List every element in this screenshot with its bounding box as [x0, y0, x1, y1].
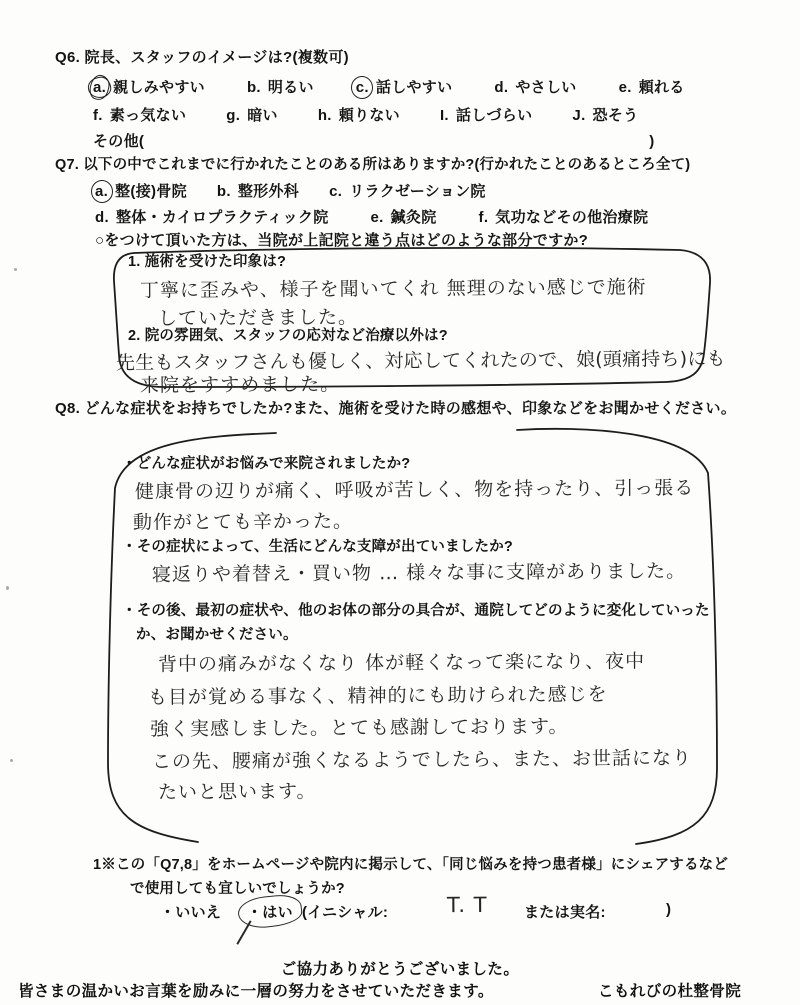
- q6-option-g-letter: g.: [226, 107, 241, 124]
- q7-option-f-label: 気功などその他治療院: [495, 209, 649, 226]
- q6-option-g: [226, 104, 278, 125]
- q8-bullet3-line1: ・その後、最初の症状や、他のお体の部分の具合が、通院してどのように変化していった: [122, 603, 710, 619]
- q7-option-d-label: 整体・カイロプラクティック院: [115, 209, 329, 226]
- q7-prompt: ○をつけて頂いた方は、当院が上記院と違う点はどのような部分ですか?: [95, 232, 589, 249]
- q7-option-e-letter: e.: [370, 209, 384, 226]
- share-close-paren: ): [666, 901, 672, 918]
- scan-speck: [6, 586, 9, 590]
- q7-option-c-letter: c.: [329, 183, 343, 200]
- q6-option-f: [93, 104, 186, 125]
- q7-option-d-letter: d.: [95, 209, 109, 226]
- q6-option-b: [247, 76, 314, 97]
- share-option-no: ・いいえ: [160, 904, 222, 921]
- q6-option-i-letter: I.: [439, 107, 449, 124]
- q6-option-d: [494, 76, 576, 97]
- q6-option-d-letter: d.: [494, 79, 509, 96]
- q6-option-e-letter: e.: [618, 79, 632, 96]
- footer-clinic-name: こもれびの杜整骨院: [598, 983, 742, 1000]
- share-initial-label: (イニシャル:: [302, 904, 389, 921]
- q7-box-item2-answer-line1: 先生もスタッフさんも優しく、対応してくれたので、娘(頭痛持ち)にも: [115, 347, 726, 375]
- q7-option-f: [479, 206, 649, 227]
- share-realname-label: または実名:: [524, 904, 606, 921]
- q6-option-j-label: 恐そう: [592, 107, 639, 124]
- q7-option-a: [95, 180, 187, 201]
- q7-option-c: [329, 180, 486, 201]
- q8-answer2: 寝返りや着替え・買い物 … 様々な事に支障がありました。: [151, 560, 687, 586]
- share-option-yes: [247, 901, 293, 922]
- q6-option-c: [356, 76, 453, 97]
- q8-bullet1: ・どんな症状がお悩みで来院されましたか?: [122, 456, 411, 472]
- q7-option-d: [95, 206, 329, 227]
- q6-options-row1: [93, 76, 685, 97]
- share-initial-value: T. T: [446, 892, 488, 918]
- q6-option-f-label: 素っ気ない: [109, 107, 187, 124]
- q8-answer3-line5: たいと思います。: [157, 780, 317, 804]
- q6-options-row2: [93, 104, 638, 125]
- q6-option-g-label: 暗い: [247, 107, 278, 124]
- q7-option-a-label: 整(接)骨院: [115, 183, 187, 200]
- q8-answer1-line2: 動作がとても辛かった。: [132, 510, 354, 534]
- q6-option-h-letter: h.: [317, 107, 332, 124]
- q6-option-c-letter: c.: [355, 79, 369, 96]
- q6-option-d-label: やさしい: [515, 79, 577, 96]
- q8-answer1-line1: 健康骨の辺りが痛く、呼吸が苦しく、物を持ったり、引っ張る: [134, 477, 695, 503]
- scan-speck: [10, 759, 13, 762]
- q8-bullet2: ・その症状によって、生活にどんな支障が出ていましたか?: [122, 539, 513, 555]
- q6-option-b-label: 明るい: [267, 79, 314, 96]
- q6-option-e: [619, 76, 685, 97]
- q6-option-a-label: 親しみやすい: [113, 79, 205, 96]
- q8-answer3-line1: 背中の痛みがなくなり 体が軽くなって楽になり、夜中: [157, 650, 646, 676]
- share-note-line1: 1※この「Q7,8」をホームページや院内に掲示して、「同じ悩みを持つ患者様」にシェアするなど: [93, 857, 729, 873]
- q6-option-b-letter: b.: [246, 79, 261, 96]
- q6-option-f-letter: f.: [93, 107, 103, 124]
- q7-option-a-letter: a.: [95, 183, 109, 200]
- scan-speck: [14, 268, 17, 271]
- q7-option-f-letter: f.: [478, 209, 489, 226]
- q8-answer3-line3: 強く実感しました。とても感謝しております。: [149, 715, 569, 741]
- q8-bullet3-line2: か、お聞かせください。: [136, 627, 298, 643]
- q7-box-item2-answer-line2: 来院をすすめました。: [139, 373, 341, 397]
- q6-option-e-label: 頼れる: [638, 79, 685, 96]
- q6-option-j-letter: J.: [572, 107, 586, 124]
- footer-message: 皆さまの温かいお言葉を励みに一層の努力をさせていただきます。: [18, 983, 494, 1000]
- q7-title: Q7. 以下の中でこれまでに行かれたことのある所はありますか?(行かれたことのあるところ全て): [55, 157, 691, 173]
- q7-box-item2-label: 2. 院の雰囲気、スタッフの応対など治療以外は?: [128, 328, 448, 344]
- q6-other-close: ): [649, 133, 655, 150]
- q7-option-e-label: 鍼灸院: [390, 209, 437, 226]
- q6-option-a-letter: a.: [93, 79, 107, 96]
- q7-box-item1-label: 1. 施術を受けた印象は?: [128, 254, 287, 270]
- q7-option-b: [217, 180, 299, 201]
- q6-option-i: [440, 104, 532, 125]
- q7-option-c-label: リラクゼーション院: [349, 183, 486, 200]
- q6-option-c-label: 話しやすい: [375, 79, 453, 96]
- q8-answer3-line2: も目が覚める事なく、精神的にも助けられた感じを: [147, 683, 608, 709]
- q8-answer3-line4: この先、腰痛が強くなるようでしたら、また、お世話になり: [151, 747, 693, 773]
- q6-other-label: その他(: [93, 133, 145, 150]
- q6-option-i-label: 話しづらい: [455, 107, 533, 124]
- q7-option-b-letter: b.: [216, 183, 231, 200]
- q7-options-row2: [95, 206, 648, 227]
- q6-title: Q6. 院長、スタッフのイメージは?(複数可): [55, 49, 349, 66]
- q7-option-b-label: 整形外科: [237, 183, 300, 200]
- q6-option-h: [318, 104, 400, 125]
- q7-options-row1: [95, 180, 486, 201]
- q6-option-j: [572, 104, 638, 125]
- share-option-yes-label: ・はい: [247, 901, 293, 922]
- share-note-line2: で使用しても宜しいでしょうか?: [130, 881, 345, 897]
- q8-title: Q8. どんな症状をお持ちでしたか?また、施術を受けた時の感想や、印象などをお聞かせください。: [55, 400, 737, 417]
- q7-option-e: [371, 206, 437, 227]
- footer-thanks: ご協力ありがとうございました。: [280, 961, 520, 978]
- q6-option-h-label: 頼りない: [338, 107, 400, 124]
- q7-box-item1-answer-line2: していただきました。: [157, 306, 359, 330]
- q6-option-a: [93, 76, 205, 97]
- q7-box-item1-answer-line1: 丁寧に歪みや、様子を聞いてくれ 無理のない感じで施術: [139, 276, 647, 302]
- q6-other-row: [93, 130, 655, 151]
